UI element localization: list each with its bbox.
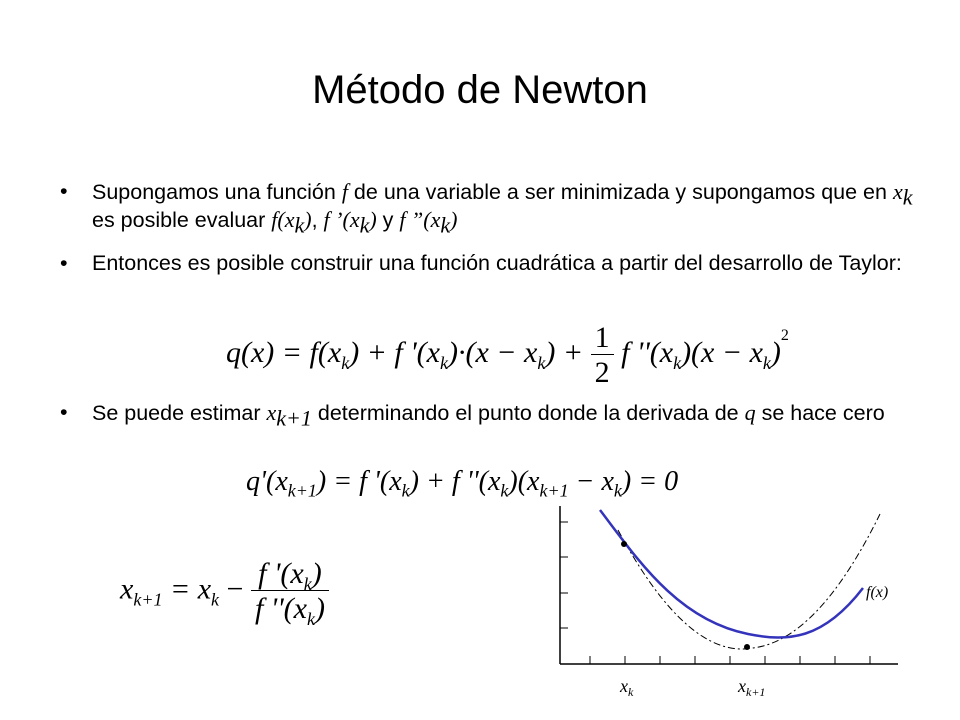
symbol-f: f — [341, 179, 348, 204]
symbol-k: k — [902, 184, 913, 210]
eq2-part: ) = 0 — [621, 466, 679, 497]
eq2-sub: k+1 — [287, 480, 317, 501]
eq2-part: − x — [568, 466, 614, 497]
bullet-1-text-a: Supongamos una función — [92, 180, 342, 204]
eq2-sub: k — [401, 480, 410, 501]
expr-close: ) — [450, 207, 458, 232]
expr-f-open: f( — [271, 207, 285, 232]
newton-update-equation — [120, 557, 329, 629]
y-ticks — [560, 522, 568, 628]
eq1-sub-k: k — [673, 353, 682, 373]
eq2-part: q'(x — [246, 466, 288, 497]
symbol-k: k — [294, 212, 305, 238]
point-xk — [621, 541, 627, 547]
symbol-x: x — [266, 400, 277, 425]
eq2-sub: k — [613, 480, 622, 501]
eq2-part: ) = f '(x — [316, 466, 402, 497]
bullet-3-text-a: Se puede estimar — [92, 401, 267, 425]
taylor-equation — [226, 318, 789, 389]
eq2-part: )(x — [508, 466, 540, 497]
eq3-part: ) — [311, 557, 322, 590]
function-curve — [600, 510, 863, 638]
symbol-x: x — [284, 207, 295, 232]
bullet-1-text-e: y — [376, 208, 400, 232]
bullet-1-text-d: , — [311, 208, 324, 232]
fraction-denominator: 2 — [591, 354, 614, 389]
bullet-1-text-c: es posible evaluar — [92, 208, 272, 232]
eq3-sub: k+1 — [133, 589, 163, 610]
fraction-one-half — [591, 322, 614, 389]
eq3-part: f ''(x — [254, 592, 307, 625]
symbol-x: x — [892, 179, 903, 204]
eq1-sub-k: k — [762, 353, 771, 373]
derivative-equation — [246, 464, 678, 500]
eq1-part: q(x) = f(x — [226, 336, 342, 369]
eq3-part: = x — [162, 572, 212, 606]
eq3-part: f '(x — [258, 557, 304, 590]
eq3-minus: − — [219, 572, 251, 606]
symbol-k1: k+1 — [276, 405, 312, 431]
bullet-3-text-c: se hace cero — [755, 401, 885, 425]
x-ticks — [590, 656, 870, 664]
bullet-marker: • — [60, 179, 68, 203]
expr-fp-open: f ’( — [323, 207, 350, 232]
bullet-marker: • — [60, 251, 68, 275]
eq3-sub: k — [303, 574, 312, 594]
symbol-x: x — [349, 207, 360, 232]
eq1-part: ) — [770, 336, 781, 369]
symbol-k: k — [359, 212, 370, 238]
symbol-k: k — [440, 212, 451, 238]
eq1-part: )·(x − x — [447, 336, 538, 369]
fraction-denominator — [251, 590, 329, 629]
eq1-sub-k: k — [341, 353, 350, 373]
fraction-numerator: 1 — [594, 320, 610, 354]
eq1-part: ) + f '(x — [349, 336, 440, 369]
newton-graph — [548, 500, 908, 710]
eq1-part: ) + — [545, 336, 591, 369]
expr-fpp-open: f ”( — [399, 207, 431, 232]
symbol-x: x — [430, 207, 441, 232]
eq1-sub-k: k — [537, 353, 546, 373]
curve-label: f(x) — [866, 584, 889, 601]
bullet-marker: • — [60, 400, 68, 424]
symbol-q: q — [744, 400, 756, 425]
eq1-part: f ''(x — [613, 336, 674, 369]
eq1-part: )(x − x — [681, 336, 763, 369]
x-label-xk1: $x_{k+1}$ — [738, 676, 766, 699]
bullet-2-text: Entonces es posible construir una función cuadrática a partir del desarrollo de Taylor: — [92, 251, 902, 275]
expr-close: ) — [369, 207, 377, 232]
bullet-3-text-b: determinando el punto donde la derivada de — [311, 401, 745, 425]
bullet-1-text-b: de una variable a ser minimizada y supongamos que en — [347, 180, 893, 204]
exponent-2: 2 — [780, 327, 789, 344]
eq3-part: ) — [314, 592, 325, 625]
fraction-numerator — [251, 557, 329, 594]
eq3-sub: k — [306, 609, 315, 629]
point-xk1 — [744, 644, 750, 650]
eq3-part: x — [120, 572, 134, 606]
expr-close: ) — [304, 207, 312, 232]
eq2-sub: k — [500, 480, 509, 501]
x-label-xk: $x_k$ — [620, 676, 634, 699]
eq1-sub-k: k — [439, 353, 448, 373]
eq2-part: ) + f ''(x — [409, 466, 501, 497]
slide-title: Método de Newton — [312, 68, 648, 112]
newton-fraction — [251, 557, 329, 629]
eq2-sub: k+1 — [539, 480, 569, 501]
eq3-sub: k — [211, 589, 220, 610]
